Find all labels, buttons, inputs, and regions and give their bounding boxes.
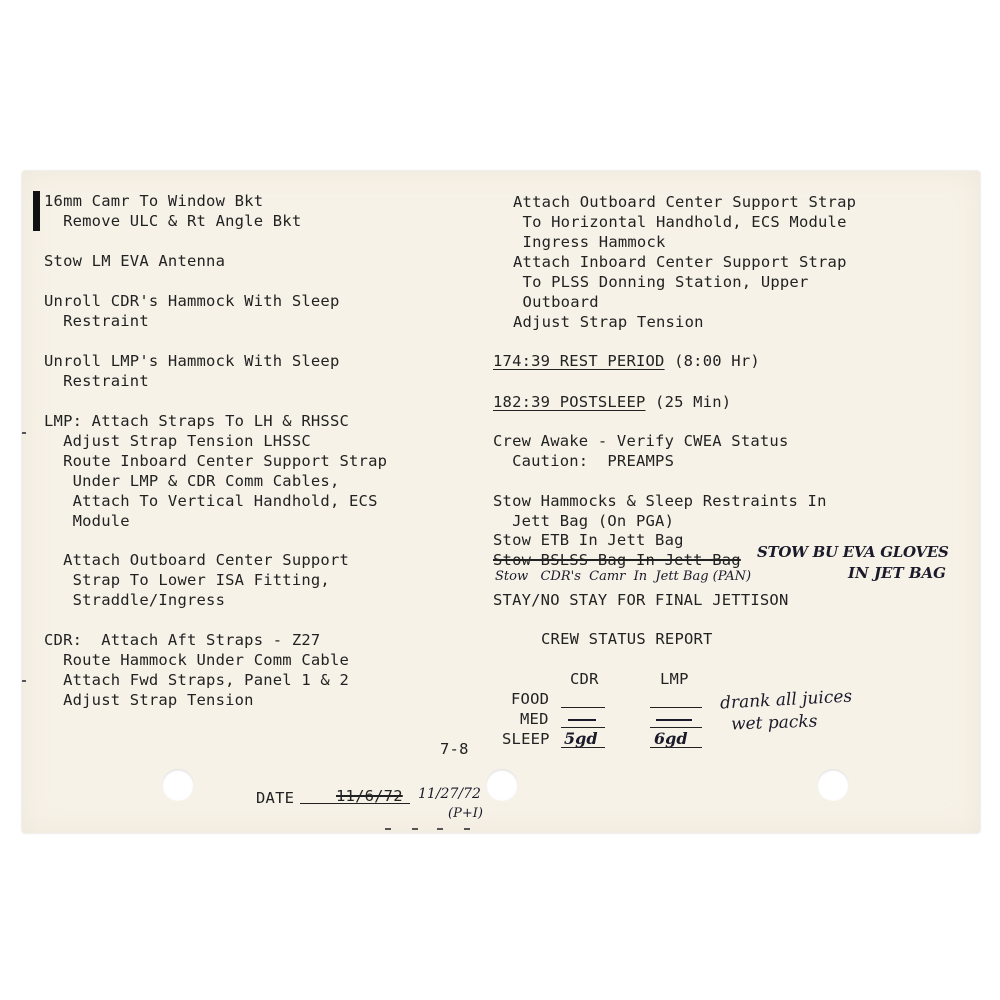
column-header-lmp: LMP — [660, 670, 689, 688]
row-label-sleep: SLEEP — [502, 730, 550, 748]
lmp-hammock-step: Unroll LMP's Hammock With Sleep — [44, 352, 340, 370]
camera-step: 16mm Camr To Window Bkt — [44, 192, 264, 210]
food-cdr-blank — [561, 707, 605, 708]
lmp-substep: Attach To Vertical Handhold, ECS — [44, 492, 378, 510]
stow-hammocks-substep: Jett Bag (On PGA) — [493, 512, 675, 530]
postsleep-duration: (25 Min) — [645, 393, 732, 411]
attach-outboard-substep: Ingress Hammock — [513, 233, 666, 251]
handwritten-wet-packs: wet packs — [730, 711, 818, 735]
crew-awake-substep: Caution: PREAMPS — [493, 452, 675, 470]
postsleep-time: 182:39 POSTSLEEP — [493, 393, 646, 411]
lmp-hammock-step-cont: Restraint — [44, 372, 149, 390]
handwritten-drank-juices: drank all juices — [719, 686, 853, 714]
lmp-straps-step: LMP: Attach Straps To LH & RHSSC — [44, 412, 350, 430]
edge-tick-mark — [412, 828, 418, 830]
handwritten-stow-camera: Stow CDR's Camr In Jett Bag (PAN) — [495, 569, 752, 584]
row-label-med: MED — [520, 710, 549, 728]
sleep-lmp-entry: 6gd — [654, 729, 688, 748]
crew-awake-step: Crew Awake - Verify CWEA Status — [493, 432, 789, 450]
edge-tick-mark — [22, 432, 26, 434]
edge-tick-mark — [437, 828, 443, 830]
adjust-tension-step: Adjust Strap Tension — [513, 313, 704, 331]
rest-period-heading — [493, 351, 760, 371]
lmp-substep: Attach Outboard Center Support — [44, 551, 350, 569]
attach-outboard-substep: To Horizontal Handhold, ECS Module — [513, 213, 847, 231]
change-bar — [33, 191, 40, 231]
date-handwritten-note: (P+I) — [448, 806, 483, 821]
stow-etb-step: Stow ETB In Jett Bag — [493, 531, 684, 549]
attach-outboard-step: Attach Outboard Center Support Strap — [513, 193, 857, 211]
stow-hammocks-step: Stow Hammocks & Sleep Restraints In — [493, 492, 827, 510]
edge-tick-mark — [464, 828, 470, 830]
stow-antenna-step: Stow LM EVA Antenna — [44, 252, 226, 270]
crew-status-title: CREW STATUS REPORT — [541, 630, 713, 648]
page-number: 7-8 — [440, 740, 469, 758]
row-label-food: FOOD — [511, 690, 550, 708]
attach-inboard-step: Attach Inboard Center Support Strap — [513, 253, 847, 271]
rest-period-time: 174:39 REST PERIOD — [493, 352, 665, 370]
date-handwritten: 11/27/72 — [418, 786, 481, 802]
binder-hole-left — [162, 769, 194, 801]
attach-inboard-substep: To PLSS Donning Station, Upper — [513, 273, 809, 291]
lmp-substep: Module — [44, 512, 130, 530]
cdr-substep: Attach Fwd Straps, Panel 1 & 2 — [44, 671, 350, 689]
cdr-hammock-step: Unroll CDR's Hammock With Sleep — [44, 292, 340, 310]
column-header-cdr: CDR — [570, 670, 599, 688]
med-lmp-dash — [656, 719, 692, 721]
stay-no-stay-step: STAY/NO STAY FOR FINAL JETTISON — [493, 591, 789, 609]
lmp-substep: Strap To Lower ISA Fitting, — [44, 571, 330, 589]
handwritten-stow-gloves: STOW BU EVA GLOVES — [757, 543, 949, 561]
binder-hole-right — [817, 769, 849, 801]
food-lmp-blank — [650, 707, 702, 708]
camera-substep: Remove ULC & Rt Angle Bkt — [44, 212, 302, 230]
binder-hole-center — [486, 769, 518, 801]
postsleep-heading — [493, 392, 731, 412]
lmp-substep: Straddle/Ingress — [44, 591, 226, 609]
cdr-straps-step: CDR: Attach Aft Straps - Z27 — [44, 631, 321, 649]
handwritten-in-jet-bag: IN JET BAG — [848, 564, 946, 582]
med-cdr-dash — [568, 719, 596, 721]
cdr-hammock-step-cont: Restraint — [44, 312, 149, 330]
rest-period-duration: (8:00 Hr) — [664, 352, 760, 370]
lmp-substep: Adjust Strap Tension LHSSC — [44, 432, 311, 450]
lmp-substep: Under LMP & CDR Comm Cables, — [44, 472, 340, 490]
med-lmp-blank — [650, 727, 702, 728]
med-cdr-blank — [561, 727, 605, 728]
cdr-substep: Adjust Strap Tension — [44, 691, 254, 709]
date-original-struck: 11/6/72 — [336, 787, 403, 805]
edge-tick-mark — [22, 680, 26, 682]
lmp-substep: Route Inboard Center Support Strap — [44, 452, 388, 470]
sleep-cdr-entry: 5gd — [564, 729, 598, 748]
attach-inboard-substep: Outboard — [513, 293, 599, 311]
cdr-substep: Route Hammock Under Comm Cable — [44, 651, 350, 669]
stow-bslss-step-struck: Stow BSLSS Bag In Jett Bag — [493, 551, 741, 569]
date-label: DATE — [256, 789, 295, 807]
edge-tick-mark — [385, 828, 391, 830]
